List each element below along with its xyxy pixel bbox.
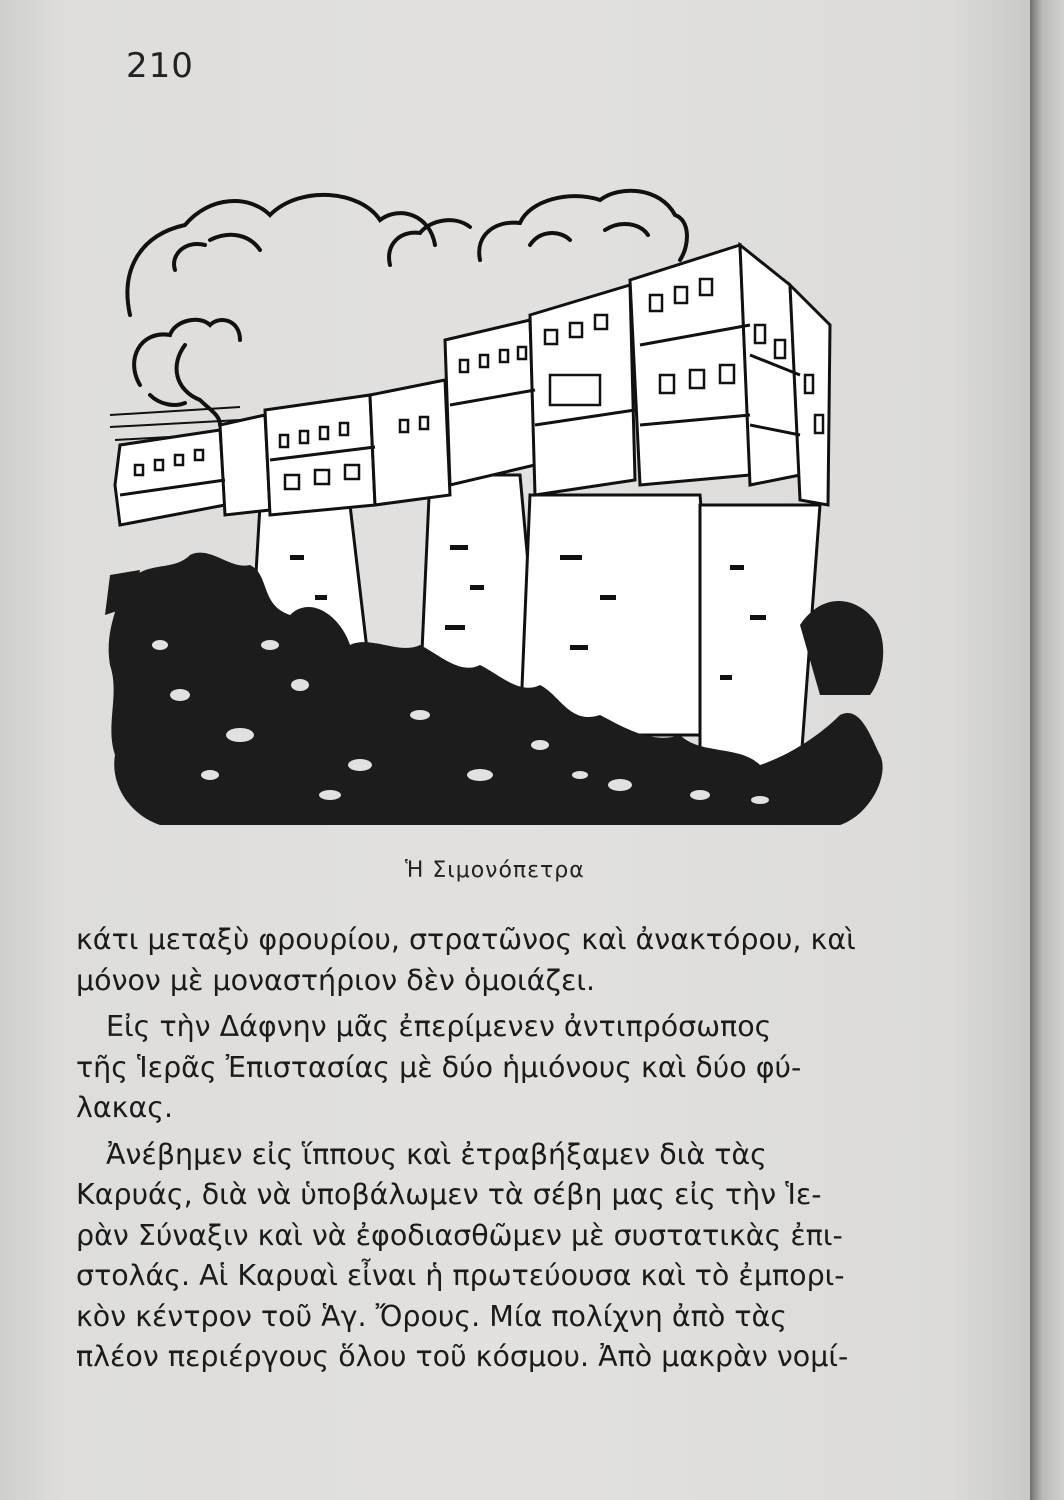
text-line: πλέον περιέργους ὅλου τοῦ κόσμου. Ἀπὸ μακρὰν νομί- (76, 1340, 849, 1373)
text-line: ρὰν Σύναξιν καὶ νὰ ἐφοδιασθῶμεν μὲ συστατικὰς ἐπι- (76, 1218, 843, 1252)
page-number: 210 (126, 46, 194, 86)
text-line: Εἰς τὴν Δάφνην μᾶς ἐπερίμενεν ἀντιπρόσωπος (106, 1010, 772, 1043)
monastery-illustration (100, 175, 900, 855)
text-line: Ἀνέβημεν εἰς ἵππους καὶ ἐτραβήξαμεν διὰ τὰς (106, 1137, 767, 1171)
text-line: κάτι μεταξὺ φρουρίου, στρατῶνος καὶ ἀνακτόρου, καὶ (76, 923, 856, 956)
illustration-caption: Ἡ Σιμονόπετρα (405, 858, 585, 883)
text-line: Καρυάς, διὰ νὰ ὑποβάλωμεν τὰ σέβη μας εἰς τὴν Ἱε- (76, 1178, 822, 1211)
text-line: κὸν κέντρον τοῦ Ἁγ. Ὄρους. Μία πολίχνη ἀπὸ τὰς (76, 1299, 788, 1333)
text-line: λακας. (76, 1091, 174, 1124)
book-gutter (1030, 0, 1064, 1500)
text-line: μόνον μὲ μοναστήριον δὲν ὁμοιάζει. (76, 963, 596, 997)
text-line: τῆς Ἱερᾶς Ἐπιστασίας μὲ δύο ἡμιόνους καὶ δύο φύ- (76, 1050, 802, 1084)
text-line: στολάς. Αἱ Καρυαὶ εἶναι ἡ πρωτεύουσα καὶ τὸ ἐμπορι- (76, 1259, 845, 1292)
body-text (76, 920, 922, 1378)
